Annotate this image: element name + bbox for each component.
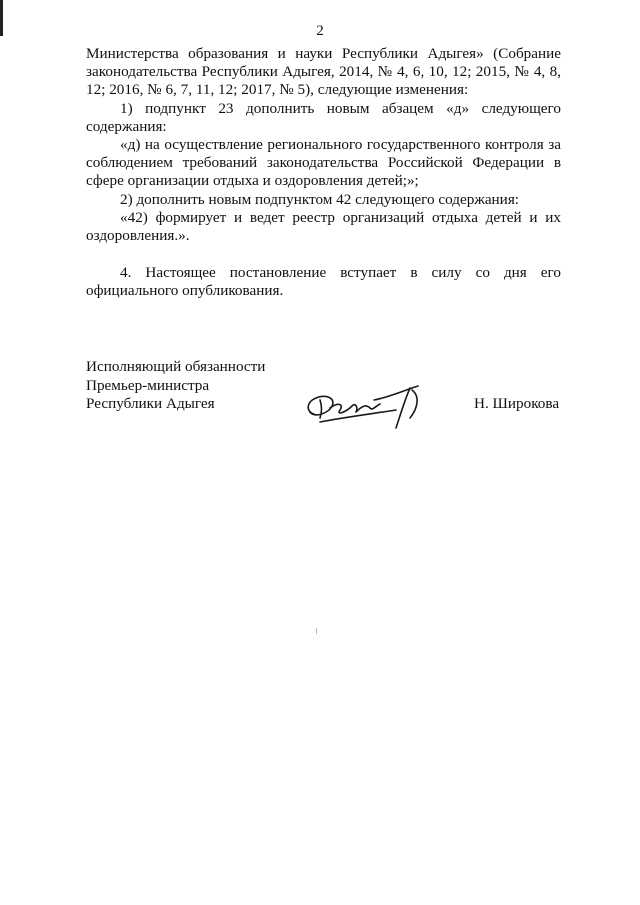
document-body	[86, 45, 561, 301]
paragraph-subitem-d: «д) на осуществление регионального государственного контроля за соблюдением требований законодательства Российской Федерации в сфере организации отдыха и оздоровления детей;»;	[86, 136, 561, 190]
signatory-position-line-3: Республики Адыгея	[86, 395, 215, 412]
scan-speck	[316, 628, 317, 634]
paragraph-clause-4: 4. Настоящее постановление вступает в силу со дня его официального опубликования.	[86, 264, 561, 300]
paragraph-continuation: Министерства образования и науки Республики Адыгея» (Собрание законодательства Республики Адыгея, 2014, № 4, 6, 10, 12; 2015, № 4, 8, 12; 2016, № 6, 7, 11, 12; 2017, № 5), следующие изменения:	[86, 45, 561, 99]
signatory-position-line-1: Исполняющий обязанности	[86, 358, 266, 375]
signatory-position	[86, 358, 265, 414]
signatory-name: Н. Широкова	[474, 395, 560, 412]
signatory-position-line-2: Премьер-министра	[86, 376, 210, 394]
paragraph-subitem-42: «42) формирует и ведет реестр организаций отдыха детей и их оздоровления.».	[86, 208, 561, 245]
paragraph-item-2: 2) дополнить новым подпунктом 42 следующего содержания:	[120, 190, 520, 208]
page-number: 2	[316, 23, 324, 39]
paragraph-item-1: 1) подпункт 23 дополнить новым абзацем «д» следующего содержания:	[86, 99, 561, 135]
paragraph-spacer	[86, 245, 561, 264]
handwritten-signature	[300, 378, 435, 430]
